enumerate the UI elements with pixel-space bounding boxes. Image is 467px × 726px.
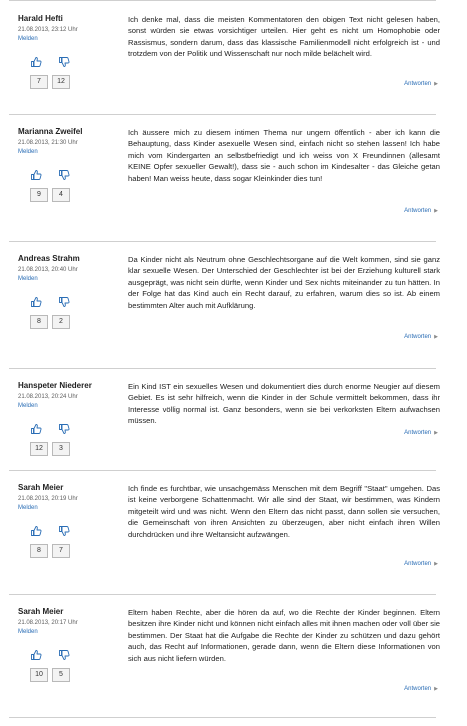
reply-label: Antworten <box>404 334 432 340</box>
comment-date: 21.08.2013, 20:19 Uhr <box>18 496 78 502</box>
thumbs-up-icon[interactable] <box>30 423 42 435</box>
comment-author: Sarah Meier <box>18 607 64 616</box>
comment-text: Eltern haben Rechte, aber die hören da auf, wo die Rechte der Kinder beginnen. Eltern besitzen ihre Kinder nicht und können nicht einfach alles mit ihnen machen oder voll über sie bestimmen. Der Staat hat die Aufgabe die Rechte der Kinder zu schützen und dazu gehört auch, das Recht auf Informationen, gerade dann, wenn die Eltern diese Informationen von sich aus nicht liefern würden. <box>128 608 440 663</box>
comment-date: 21.08.2013, 20:17 Uhr <box>18 620 78 626</box>
comment-author: Harald Hefti <box>18 14 63 23</box>
dislike-count: 12 <box>52 75 70 89</box>
reply-link[interactable] <box>404 81 438 87</box>
dislike-count: 3 <box>52 442 70 456</box>
comment-meta <box>18 126 126 202</box>
comment-author: Hanspeter Niederer <box>18 381 92 390</box>
reply-link[interactable] <box>404 561 438 567</box>
arrow-right-icon: ▶ <box>434 334 438 340</box>
vote-counts <box>18 442 126 456</box>
vote-counts <box>18 75 126 89</box>
comment-text: Ein Kind IST ein sexuelles Wesen und dokumentiert dies durch enorme Neugier auf diesem Gebiet. Es ist sehr hilfreich, wenn die Kinder in der Schule vermittelt bekommen, dass ihr Interesse völlig normal ist. Ganz besonders, wenn sie bei verkorksten Eltern aufwachsen müssen. <box>128 382 440 426</box>
comment-text: Ich finde es furchtbar, wie unsachgemäss Menschen mit dem Begriff "Staat" umgehen. Das ist keine verborgene Schattenmacht. Wir alle sind der Staat, wir bestimmen, was Kindern mitgeteilt wird und was nicht. Wenn den Eltern das nicht passt, dann sollen sie versuchen, die Gemeinschaft von ihren Ansichten zu überzeugen, aber nicht einfach ihren Willen durchdrücken und ihre Weltansicht aufzwängen. <box>128 484 440 539</box>
reply-link[interactable] <box>404 430 438 436</box>
comment-meta <box>18 253 126 329</box>
thumbs-up-icon[interactable] <box>30 296 42 308</box>
dislike-count: 4 <box>52 188 70 202</box>
comment-text: Ich äussere mich zu diesem intimen Thema nur ungern öffentlich - aber ich kann die Behauptung, dass Kinder asexuelle Wesen sind, einfach nicht so stehen lassen! Ich habe mich vom Kindergarten an selbstbefriedigt und ich weiss von X Freundinnen (allesamt KEINE Opfer sexueller Gewalt!), dass sie - auch schon im Kindesalter - das Gleiche getan haben! Man weiss heute, dass sogar Kleinkinder dies tun! <box>128 128 440 183</box>
vote-counts <box>18 668 126 682</box>
vote-counts <box>18 188 126 202</box>
thumbs-down-icon[interactable] <box>58 525 70 537</box>
comment-author: Marianna Zweifel <box>18 127 83 136</box>
thumbs-down-icon[interactable] <box>58 56 70 68</box>
comment-meta <box>18 482 126 558</box>
report-link[interactable]: Melden <box>18 629 38 635</box>
vote-buttons <box>18 169 126 181</box>
arrow-right-icon: ▶ <box>434 686 438 692</box>
reply-label: Antworten <box>404 686 432 692</box>
comment-author: Andreas Strahm <box>18 254 80 263</box>
comment-text: Ich denke mal, dass die meisten Kommentatoren den obigen Text nicht gelesen haben, sonst würden sie etwas vorsichtiger urteilen. Hier geht es nicht um Homophobie oder Rassismus, sondern darum, dass das klassische Familienmodell nicht erfolgreich ist - und trotzdem von der Politik und Wissenschaft nur noch milde belächelt wird. <box>128 15 440 59</box>
reply-label: Antworten <box>404 561 432 567</box>
report-link[interactable]: Melden <box>18 149 38 155</box>
arrow-right-icon: ▶ <box>434 81 438 87</box>
vote-buttons <box>18 296 126 308</box>
like-count: 8 <box>30 315 48 329</box>
comment-item <box>9 241 440 369</box>
vote-buttons <box>18 649 126 661</box>
thumbs-down-icon[interactable] <box>58 649 70 661</box>
comment-item <box>9 1 440 115</box>
comment-item <box>9 368 440 471</box>
comment-date: 21.08.2013, 21:30 Uhr <box>18 140 78 146</box>
thumbs-down-icon[interactable] <box>58 169 70 181</box>
vote-counts <box>18 544 126 558</box>
reply-label: Antworten <box>404 81 432 87</box>
reply-label: Antworten <box>404 208 432 214</box>
arrow-right-icon: ▶ <box>434 208 438 214</box>
like-count: 12 <box>30 442 48 456</box>
vote-buttons <box>18 525 126 537</box>
like-count: 7 <box>30 75 48 89</box>
comment-item <box>9 594 440 718</box>
comment-list <box>9 0 440 726</box>
comment-meta <box>18 606 126 682</box>
reply-link[interactable] <box>404 334 438 340</box>
thumbs-up-icon[interactable] <box>30 169 42 181</box>
vote-counts <box>18 315 126 329</box>
dislike-count: 2 <box>52 315 70 329</box>
thumbs-up-icon[interactable] <box>30 525 42 537</box>
thumbs-up-icon[interactable] <box>30 56 42 68</box>
reply-label: Antworten <box>404 430 432 436</box>
dislike-count: 5 <box>52 668 70 682</box>
thumbs-up-icon[interactable] <box>30 649 42 661</box>
reply-link[interactable] <box>404 208 438 214</box>
thumbs-down-icon[interactable] <box>58 423 70 435</box>
comment-item <box>9 114 440 242</box>
thumbs-down-icon[interactable] <box>58 296 70 308</box>
report-link[interactable]: Melden <box>18 276 38 282</box>
report-link[interactable]: Melden <box>18 403 38 409</box>
report-link[interactable]: Melden <box>18 36 38 42</box>
vote-buttons <box>18 423 126 435</box>
comment-date: 21.08.2013, 20:40 Uhr <box>18 267 78 273</box>
comment-date: 21.08.2013, 23:12 Uhr <box>18 27 78 33</box>
comment-text: Da Kinder nicht als Neutrum ohne Geschlechtsorgane auf die Welt kommen, sind sie ganz klar sexuelle Wesen. Der Unterschied der Geschlechter ist bei der Erziehung kulturell stark ausgeprägt, was nicht sein dürfte, wenn Kinder und Sex nichts miteinander zu tun hätten. In der Folge hat das Kind auch ein Recht darauf, zu erfahren, warum dies so ist. Ab einem bestimmten Alter auch mit Aufklärung. <box>128 255 440 310</box>
arrow-right-icon: ▶ <box>434 430 438 436</box>
comment-date: 21.08.2013, 20:24 Uhr <box>18 394 78 400</box>
arrow-right-icon: ▶ <box>434 561 438 567</box>
vote-buttons <box>18 56 126 68</box>
comment-author: Sarah Meier <box>18 483 64 492</box>
report-link[interactable]: Melden <box>18 505 38 511</box>
comment-meta <box>18 380 126 456</box>
comment-meta <box>18 13 126 89</box>
like-count: 10 <box>30 668 48 682</box>
reply-link[interactable] <box>404 686 438 692</box>
like-count: 9 <box>30 188 48 202</box>
comment-item <box>9 470 440 595</box>
like-count: 8 <box>30 544 48 558</box>
dislike-count: 7 <box>52 544 70 558</box>
